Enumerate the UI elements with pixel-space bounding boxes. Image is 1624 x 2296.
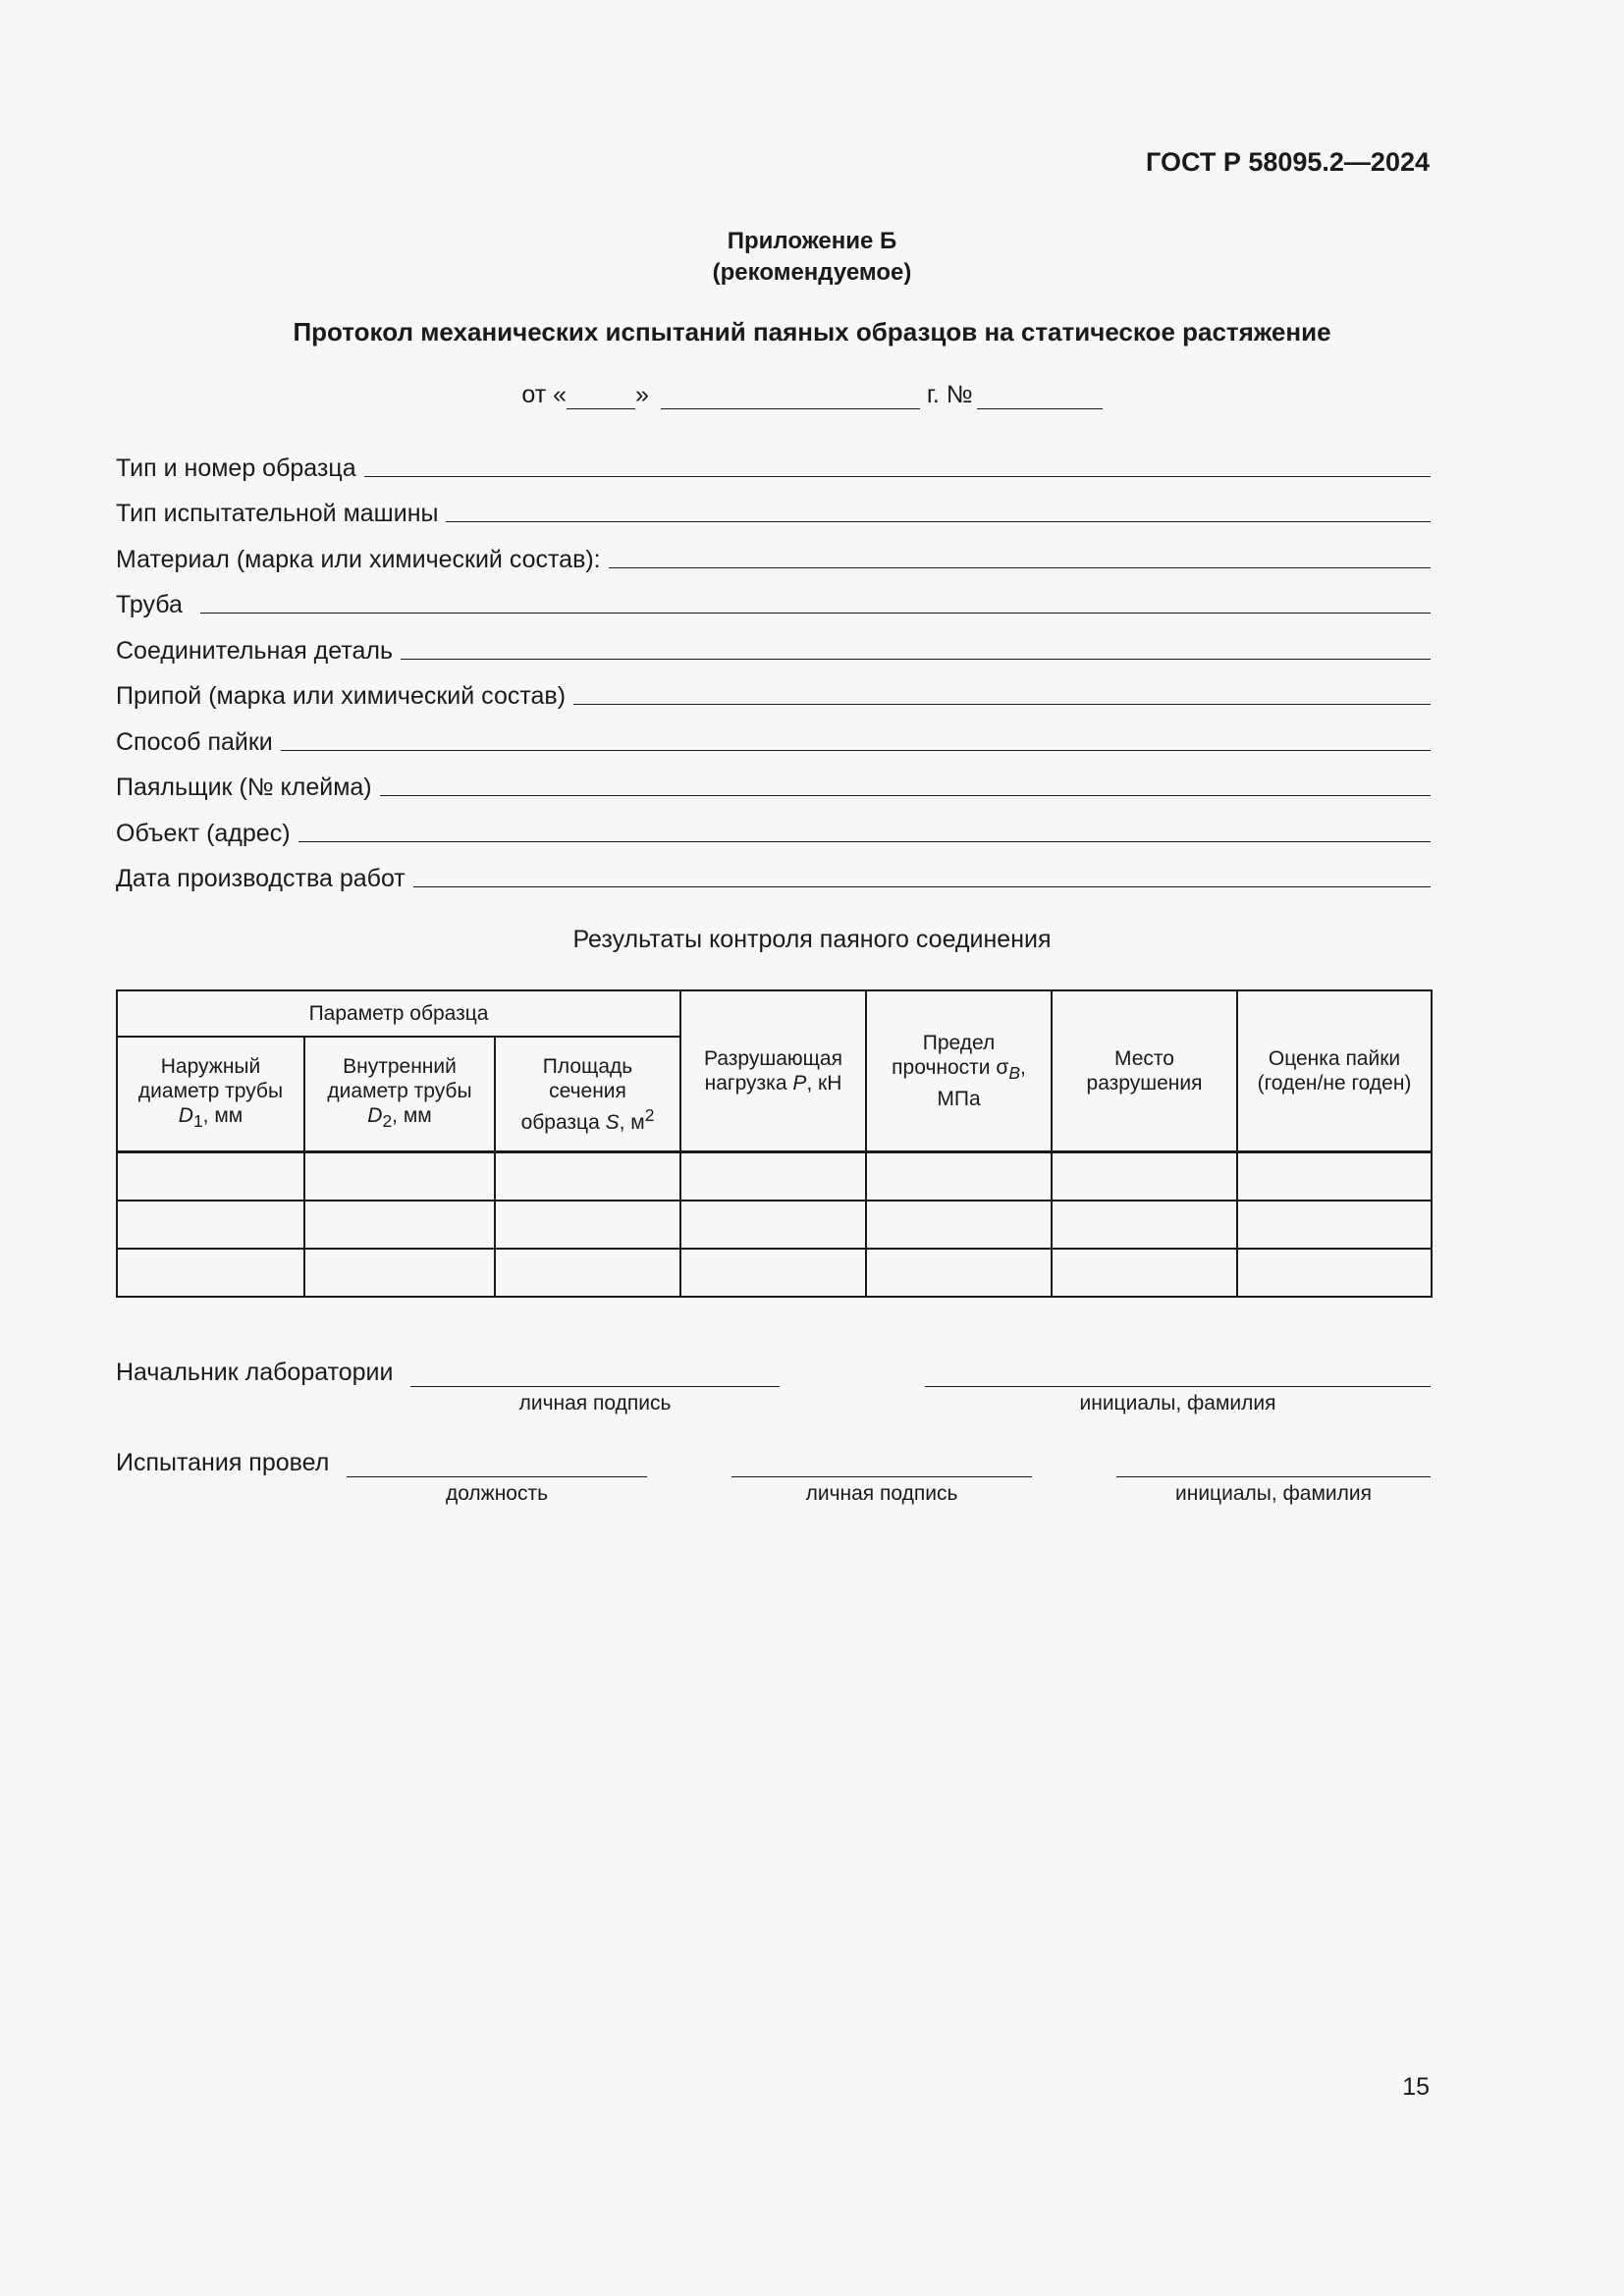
table-cell[interactable] <box>495 1201 680 1249</box>
table-cell[interactable] <box>495 1152 680 1201</box>
table-cell[interactable] <box>680 1249 866 1297</box>
table-header-row <box>117 990 1432 1037</box>
field-pipe <box>116 574 1431 620</box>
tester-signature-line[interactable] <box>731 1476 1032 1477</box>
table-cell[interactable] <box>304 1201 495 1249</box>
field-label: Соединительная деталь <box>116 636 394 665</box>
header-cross-section-area: Площадь сечения образца S, $м^2$ <box>495 1037 680 1152</box>
table-cell[interactable] <box>117 1152 304 1201</box>
table-cell[interactable] <box>1052 1201 1237 1249</box>
tester-position-caption: должность <box>445 1482 549 1505</box>
field-blank-line[interactable] <box>609 565 1431 568</box>
head-signature-caption: личная подпись <box>518 1392 672 1415</box>
table-row <box>117 1152 1432 1201</box>
head-of-lab-label: Начальник лаборатории <box>116 1359 394 1386</box>
head-signature-line[interactable] <box>410 1386 780 1387</box>
field-object-address <box>116 802 1431 848</box>
table-row <box>117 1249 1432 1297</box>
field-label: Дата производства работ <box>116 865 406 892</box>
table-cell[interactable] <box>1052 1249 1237 1297</box>
field-machine-type <box>116 483 1431 529</box>
protocol-title: Протокол механических испытаний паяных образцов на статическое растяжение <box>293 317 1331 347</box>
table-cell[interactable] <box>1237 1201 1432 1249</box>
table-cell[interactable] <box>680 1201 866 1249</box>
table-cell[interactable] <box>304 1152 495 1201</box>
head-name-line[interactable] <box>925 1386 1431 1387</box>
field-blank-line[interactable] <box>413 884 1431 887</box>
header-outer-diameter: Наружный диаметр трубы $D_1$, мм <box>117 1037 304 1152</box>
field-label: Труба <box>116 591 183 618</box>
table-cell[interactable] <box>117 1249 304 1297</box>
field-soldering-method <box>116 711 1431 757</box>
table-cell[interactable] <box>866 1249 1052 1297</box>
field-blank-line[interactable] <box>401 657 1431 660</box>
field-blank-line[interactable] <box>200 611 1431 614</box>
header-specimen-parameters: Параметр образца <box>117 990 680 1037</box>
table-cell[interactable] <box>117 1201 304 1249</box>
date-mid: » <box>635 381 649 408</box>
tester-position-line[interactable] <box>347 1476 647 1477</box>
table-cell[interactable] <box>866 1201 1052 1249</box>
protocol-date-line <box>0 381 1624 409</box>
results-title: Результаты контроля паяного соединения <box>572 926 1052 953</box>
protocol-number-blank[interactable] <box>977 381 1103 409</box>
field-blank-line[interactable] <box>446 519 1431 522</box>
field-fitting <box>116 619 1431 666</box>
field-solder <box>116 666 1431 712</box>
date-year-suffix: г. № <box>919 381 973 408</box>
page-number: 15 <box>1402 2073 1430 2101</box>
head-name-caption: инициалы, фамилия <box>1079 1392 1276 1415</box>
table-row <box>117 1201 1432 1249</box>
tester-signature-caption: личная подпись <box>805 1482 958 1505</box>
appendix-subtitle: (рекомендуемое) <box>712 259 912 286</box>
header-solder-assessment: Оценка пайки (годен/не годен) <box>1237 990 1432 1152</box>
table-cell[interactable] <box>866 1152 1052 1201</box>
date-prefix: от « <box>521 381 567 408</box>
table-cell[interactable] <box>1052 1152 1237 1201</box>
field-label: Материал (марка или химический состав): <box>116 545 601 573</box>
header-tensile-strength: Предел прочности $\sigma_B$, МПа <box>866 990 1052 1152</box>
field-label: Тип и номер образца <box>116 454 356 482</box>
header-fracture-location: Место разрушения <box>1052 990 1237 1152</box>
table-cell[interactable] <box>1237 1152 1432 1201</box>
date-day-blank[interactable] <box>567 381 635 409</box>
header-inner-diameter: Внутренний диаметр трубы $D_2$, мм <box>304 1037 495 1152</box>
field-blank-line[interactable] <box>281 748 1431 751</box>
field-label: Тип испытательной машины <box>116 500 439 527</box>
table-cell[interactable] <box>495 1249 680 1297</box>
field-specimen-type <box>116 437 1431 483</box>
table-cell[interactable] <box>680 1152 866 1201</box>
document-code: ГОСТ Р 58095.2—2024 <box>1146 147 1430 177</box>
field-work-date <box>116 848 1431 894</box>
field-blank-line[interactable] <box>364 474 1431 477</box>
tester-name-caption: инициалы, фамилия <box>1175 1482 1372 1505</box>
field-label: Объект (адрес) <box>116 819 291 847</box>
results-table <box>116 989 1433 1298</box>
appendix-title: Приложение Б <box>727 228 897 254</box>
field-material <box>116 528 1431 574</box>
specimen-info-fields <box>116 437 1431 893</box>
field-label: Припой (марка или химический состав) <box>116 682 567 710</box>
table-cell[interactable] <box>304 1249 495 1297</box>
field-blank-line[interactable] <box>573 702 1431 705</box>
tester-label: Испытания провел <box>116 1449 330 1476</box>
field-label: Паяльщик (№ клейма) <box>116 774 372 801</box>
appendix-heading <box>0 226 1624 289</box>
field-blank-line[interactable] <box>380 793 1431 796</box>
date-month-blank[interactable] <box>661 381 920 409</box>
tester-name-line[interactable] <box>1116 1476 1431 1477</box>
header-breaking-load: Разрушающая нагрузка P, кН <box>680 990 866 1152</box>
table-cell[interactable] <box>1237 1249 1432 1297</box>
field-solderer <box>116 757 1431 803</box>
field-label: Способ пайки <box>116 727 273 756</box>
field-blank-line[interactable] <box>298 839 1431 842</box>
